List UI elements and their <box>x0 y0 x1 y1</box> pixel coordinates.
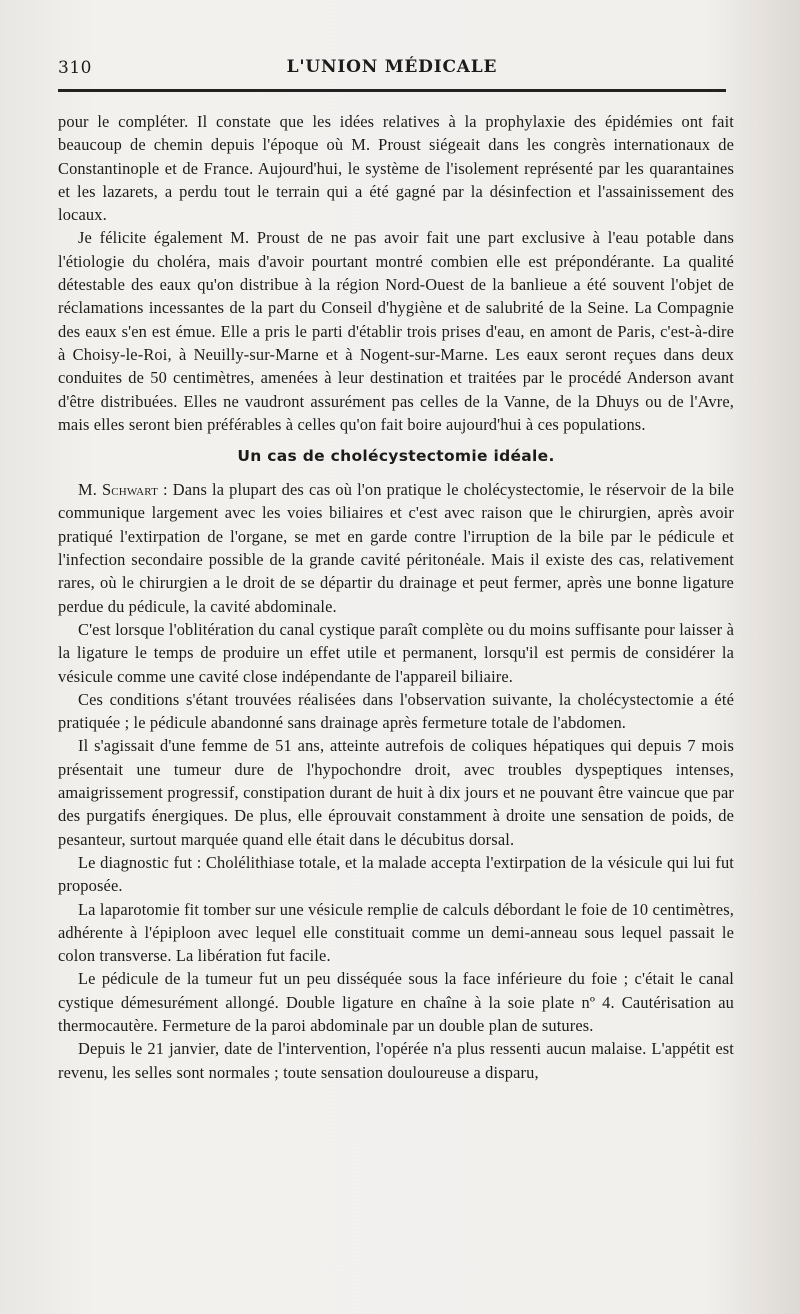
page-header <box>58 56 726 84</box>
paragraph: La laparotomie fit tomber sur une vésicule remplie de calculs débordant le foie de 10 centimètres, adhérente à l'épiploon avec lequel elle constituait comme un demi-anneau sous lequel passait le colon transverse. La libération fut facile. <box>58 899 734 966</box>
paragraph: Le pédicule de la tumeur fut un peu disséquée sous la face inférieure du foie ; c'était le canal cystique démesurément allongé. Double ligature en chaîne à la soie plate nº 4. Cautérisation au thermocautère. Fermeture de la paroi abdominale par un double plan de sutures. <box>58 969 734 1035</box>
article-body <box>58 110 734 1084</box>
speaker-paragraph-text: Dans la plupart des cas où l'on pratique le cholécystectomie, le réservoir de la bile communique largement avec les voies biliaires et c'est avec raison que le chirurgien, après avoir pratiqué l'extirpation de l'organe, se met en garde contre l'irruption de la bile par le pédicule et l'infection secondaire possible de la grande cavité péritonéale. Mais il existe des cas, relativement rares, où le chirurgien a le droit de se départir du drainage et peut fermer, après une bonne ligature perdue du pédicule, la cavité abdominale. <box>58 480 735 616</box>
speaker-name: M. Schwart : <box>78 480 168 500</box>
paragraph: Je félicite également M. Proust de ne pas avoir fait une part exclusive à l'eau potable dans l'étiologie du choléra, mais d'avoir pourtant montré combien elle est prépondérante. La qualité détestable des eaux qu'on distribue à la région Nord-Ouest de la banlieue a été souvent l'objet de réclamations incessantes de la part du Conseil d'hygiène et de salubrité de la Seine. La Compagnie des eaux s'en est émue. Elle a pris le parti d'établir trois prises d'eau, en amont de Paris, c'est-à-dire à Choisy-le-Roi, à Neuilly-sur-Marne et à Nogent-sur-Marne. Les eaux seront reçues dans deux conduites de 50 centimètres, amenées à leur destination et traitées par le procédé Anderson avant d'être distribuées. Elles ne vaudront assurément pas celles de la Vanne, de la Dhuys ou de l'Avre, mais elles seront bien préférables à celles qu'on fait boire aujourd'hui à ces populations. <box>58 228 734 434</box>
paragraph: pour le compléter. Il constate que les idées relatives à la prophylaxie des épidémies ont fait beaucoup de chemin depuis l'époque où M. Proust siégeait dans les congrès internationaux de Constantinople et de France. Aujourd'hui, le système de l'isolement représenté par les quarantaines et les lazarets, a perdu tout le terrain qui a été gagné par la désinfection et l'assainissement des locaux. <box>58 112 734 225</box>
paragraph: Ces conditions s'étant trouvées réalisées dans l'observation suivante, la cholécystectomie a été pratiquée ; le pédicule abandonné sans drainage après fermeture totale de l'abdomen. <box>58 689 734 733</box>
paragraph: C'est lorsque l'oblitération du canal cystique paraît complète ou du moins suffisante pour laisser à la ligature le temps de produire un effet utile et permanent, lorsqu'il est permis de considérer la vésicule comme une cavité close indépendante de l'appareil biliaire. <box>58 619 734 686</box>
header-rule <box>58 89 726 92</box>
paragraph: Depuis le 21 janvier, date de l'intervention, l'opérée n'a plus ressenti aucun malaise. L'appétit est revenu, les selles sont normales ; toute sensation douloureuse a disparu, <box>58 1039 734 1082</box>
paragraph: Il s'agissait d'une femme de 51 ans, atteinte autrefois de coliques hépatiques qui depuis 7 mois présentait une tumeur dure de l'hypochondre droit, avec troubles dyspeptiques intenses, amaigrissement progressif, constipation durant de huit à dix jours et ne pouvant être vaincue que par des purgatifs énergiques. De plus, elle éprouvait constamment à droite une sensation de poids, de pesanteur, surtout marquée quand elle était dans le décubitus dorsal. <box>58 736 734 849</box>
section-title: Un cas de cholécystectomie idéale. <box>237 447 555 466</box>
journal-title: L'UNION MÉDICALE <box>286 57 498 77</box>
paragraph: Le diagnostic fut : Cholélithiase totale, et la malade accepta l'extirpation de la vésicule qui lui fut proposée. <box>58 852 734 896</box>
page-number: 310 <box>58 58 92 78</box>
speaker-paragraph <box>58 478 734 618</box>
